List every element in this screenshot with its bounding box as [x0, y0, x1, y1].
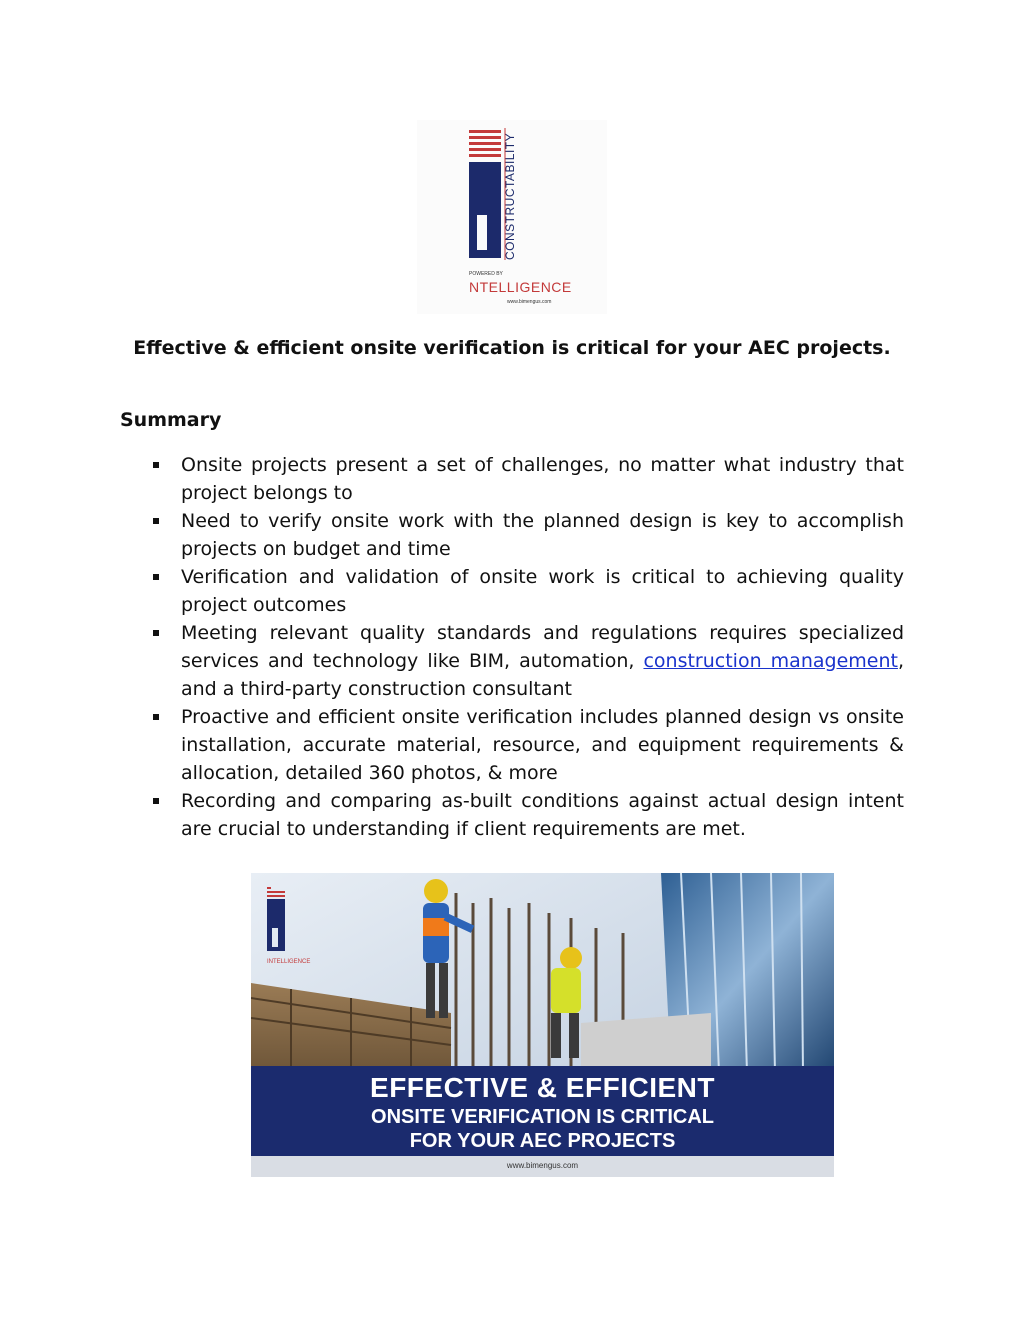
banner-image	[251, 873, 834, 1177]
banner-headline-1: EFFECTIVE & EFFICIENT	[370, 1072, 715, 1103]
list-item: Onsite projects present a set of challenges, no matter what industry that project belongs to	[152, 451, 904, 507]
summary-heading: Summary	[120, 409, 222, 431]
logo-url: www.bimengus.com	[507, 299, 552, 305]
list-item-text: Meeting relevant quality standards and regulations requires specialized services and technology like BIM, automation,	[181, 622, 904, 672]
logo-graphic	[417, 120, 607, 314]
list-item-text: , and a third-party construction consultant	[181, 650, 904, 700]
banner-url: www.bimengus.com	[506, 1161, 579, 1170]
logo-stripes	[469, 130, 501, 157]
constructability-logo	[417, 120, 607, 314]
summary-list	[152, 451, 904, 843]
logo-powered-by: POWERED BY	[469, 271, 503, 277]
list-item	[152, 619, 904, 703]
logo-vertical-text: CONSTRUCTABILITY	[503, 132, 517, 260]
banner-headline-2: ONSITE VERIFICATION IS CRITICAL	[371, 1106, 714, 1128]
logo-brand: NTELLIGENCE	[469, 279, 572, 295]
list-item: Proactive and efficient onsite verification includes planned design vs onsite installation, accurate material, resource, and equipment requirements & allocation, detailed 360 photos, & more	[152, 703, 904, 787]
list-item: Recording and comparing as-built conditions against actual design intent are crucial to understanding if client requirements are met.	[152, 787, 904, 843]
banner-headline	[251, 1071, 834, 1153]
logo-building	[469, 162, 501, 258]
banner-logo-brand: INTELLIGENCE	[267, 959, 311, 965]
construction-management-link[interactable]: construction management	[643, 650, 898, 672]
list-item: Need to verify onsite work with the planned design is key to accomplish projects on budget and time	[152, 507, 904, 563]
list-item: Verification and validation of onsite work is critical to achieving quality project outcomes	[152, 563, 904, 619]
banner-headline-3: FOR YOUR AEC PROJECTS	[409, 1130, 676, 1152]
page-title: Effective & efficient onsite verification is critical for your AEC projects.	[133, 337, 891, 359]
